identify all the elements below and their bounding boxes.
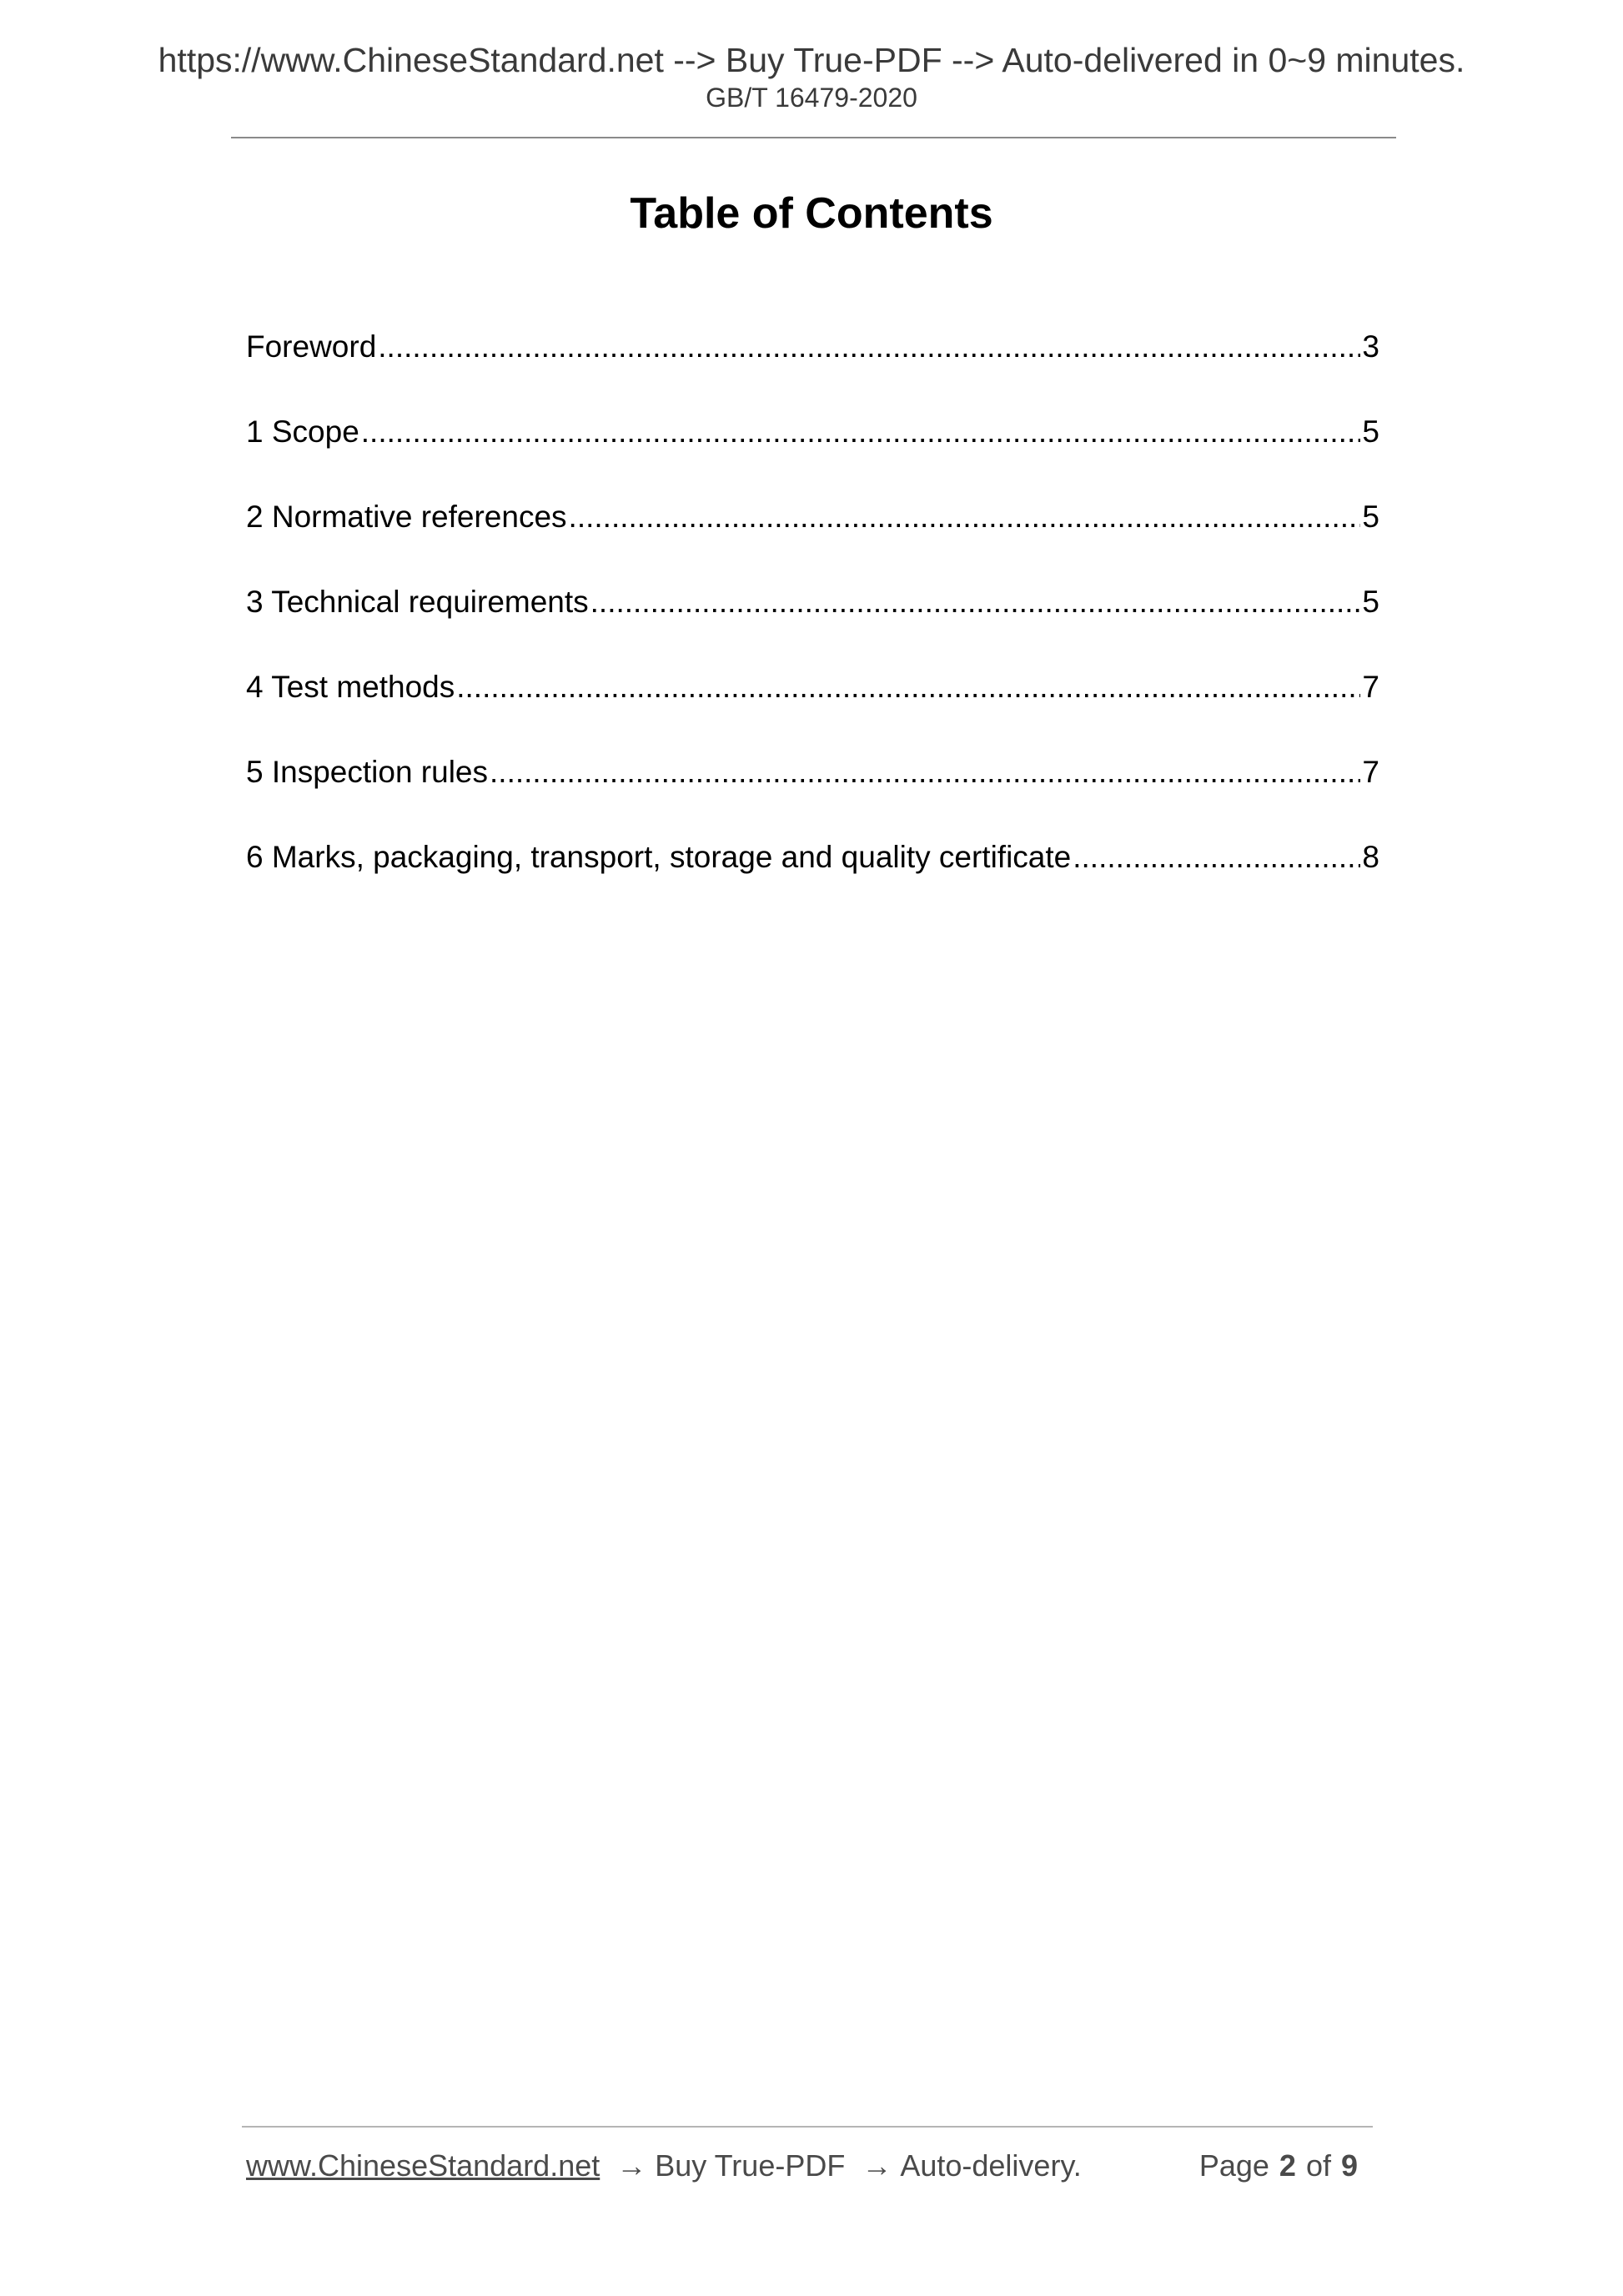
footer-buy-text: Buy True-PDF — [655, 2148, 846, 2183]
toc-dot-leader — [1073, 834, 1360, 881]
toc-entry-page: 5 — [1362, 414, 1379, 449]
toc-entry-page: 7 — [1362, 670, 1379, 704]
page-indicator — [1199, 2145, 1368, 2187]
header-divider — [231, 137, 1396, 138]
arrow-right-icon: → — [616, 2148, 647, 2183]
toc-entry-technical-requirements[interactable] — [246, 579, 1379, 664]
page-word: Page — [1198, 2148, 1269, 2183]
toc-entry-page: 7 — [1362, 755, 1379, 789]
standard-code: GB/T 16479-2020 — [706, 83, 917, 113]
toc-dot-leader — [378, 324, 1360, 370]
toc-list — [246, 324, 1379, 919]
site-link[interactable]: www.ChineseStandard.net — [246, 2148, 600, 2183]
total-page-count: 9 — [1340, 2148, 1358, 2183]
toc-entry-foreword[interactable] — [246, 324, 1379, 409]
of-word: of — [1305, 2148, 1331, 2183]
toc-entry-page: 5 — [1362, 585, 1379, 619]
toc-dot-leader — [569, 494, 1361, 540]
toc-entry-label: 6 Marks, packaging, transport, storage and quality certificate — [246, 840, 1072, 874]
toc-entry-label: 1 Scope — [246, 414, 359, 449]
footer-promo — [246, 2145, 1082, 2187]
toc-entry-label: 5 Inspection rules — [246, 755, 489, 789]
toc-entry-normative-references[interactable] — [246, 494, 1379, 579]
toc-entry-page: 8 — [1362, 840, 1379, 874]
page-footer — [246, 2145, 1368, 2187]
toc-dot-leader — [590, 579, 1361, 625]
toc-dot-leader — [456, 664, 1360, 711]
toc-entry-label: 3 Technical requirements — [246, 585, 589, 619]
current-page-number: 2 — [1279, 2148, 1296, 2183]
toc-entry-label: 2 Normative references — [246, 500, 567, 534]
toc-entry-test-methods[interactable] — [246, 664, 1379, 749]
arrow-right-icon: → — [862, 2148, 892, 2183]
toc-entry-scope[interactable] — [246, 409, 1379, 494]
toc-entry-page: 5 — [1362, 500, 1379, 534]
toc-entry-label: Foreword — [246, 329, 377, 364]
toc-entry-page: 3 — [1362, 329, 1379, 364]
toc-dot-leader — [490, 749, 1360, 796]
footer-delivery-text: Auto-delivery. — [900, 2148, 1082, 2183]
toc-entry-marks-packaging[interactable] — [246, 834, 1379, 919]
toc-title: Table of Contents — [630, 189, 993, 238]
toc-dot-leader — [361, 409, 1361, 455]
toc-entry-label: 4 Test methods — [246, 670, 455, 704]
header-banner: https://www.ChineseStandard.net --> Buy True-PDF --> Auto-delivered in 0~9 minutes. — [158, 41, 1465, 79]
footer-divider — [242, 2126, 1373, 2128]
toc-entry-inspection-rules[interactable] — [246, 749, 1379, 834]
